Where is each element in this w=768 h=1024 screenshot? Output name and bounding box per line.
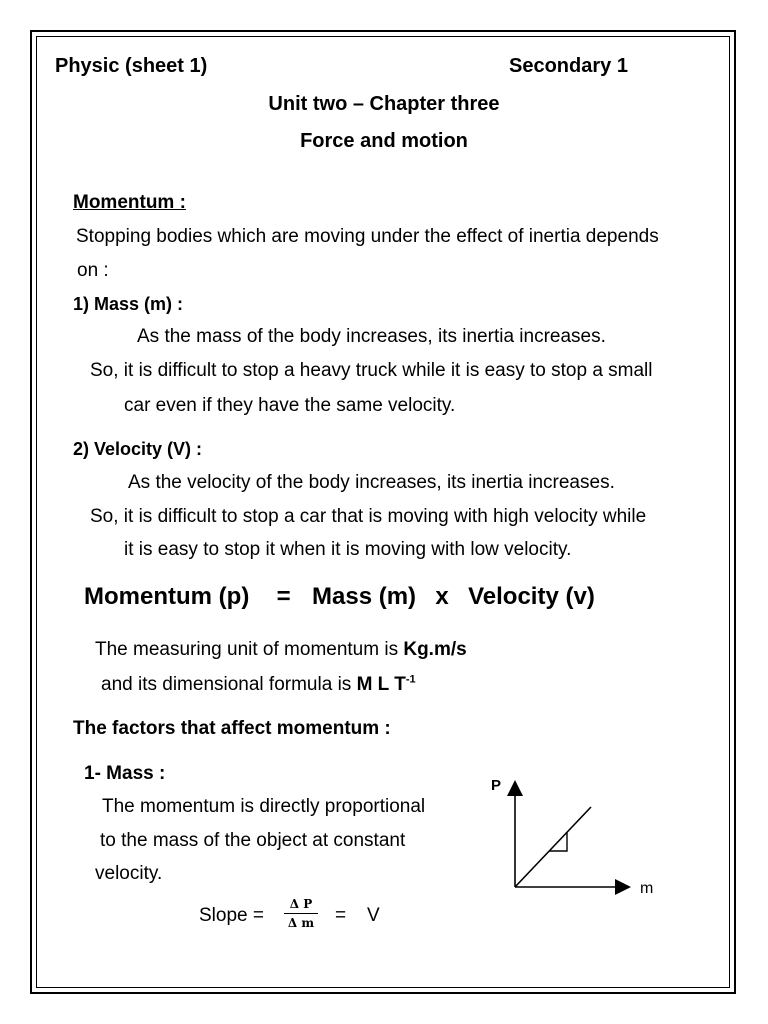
formula-mass-term: Mass (m) xyxy=(312,583,417,610)
grade-label: Secondary 1 xyxy=(509,55,628,77)
slope-numerator: Δ P xyxy=(289,897,313,911)
unit-line xyxy=(95,640,467,659)
slope-label: Slope = xyxy=(199,905,264,926)
momentum-mass-graph xyxy=(480,770,670,900)
mass-line-1: As the mass of the body increases, its inertia increases. xyxy=(137,326,606,347)
slope-result: V xyxy=(367,905,380,926)
slope-fraction xyxy=(284,896,318,931)
unit-chapter-title: Unit two – Chapter three xyxy=(268,93,500,115)
velocity-subheading: 2) Velocity (V) : xyxy=(73,439,203,459)
momentum-formula xyxy=(84,585,595,609)
dimension-exponent: -1 xyxy=(405,673,416,686)
y-axis-label: P xyxy=(491,777,502,794)
slope-equals: = xyxy=(335,905,347,926)
momentum-intro-line-2: on : xyxy=(77,260,109,281)
slope-denominator: Δ m xyxy=(287,916,315,930)
formula-equals: = xyxy=(276,583,291,610)
sheet-title: Physic (sheet 1) xyxy=(55,55,208,77)
unit-value: Kg.m/s xyxy=(403,639,467,660)
formula-velocity-term: Velocity (v) xyxy=(468,583,595,610)
x-axis-label: m xyxy=(640,880,654,897)
momentum-heading: Momentum : xyxy=(73,192,186,213)
unit-prefix: The measuring unit of momentum is xyxy=(95,639,399,660)
formula-lhs: Momentum (p) xyxy=(84,583,250,610)
fraction-bar xyxy=(284,913,318,914)
momentum-intro-line-1: Stopping bodies which are moving under the effect of inertia depends xyxy=(76,226,659,247)
factor-mass-line-1: The momentum is directly proportional xyxy=(102,796,426,817)
velocity-line-3: it is easy to stop it when it is moving with low velocity. xyxy=(124,539,572,560)
dimension-prefix: and its dimensional formula is xyxy=(101,674,352,695)
factors-heading: The factors that affect momentum : xyxy=(73,718,391,739)
mass-line-3: car even if they have the same velocity. xyxy=(124,395,456,416)
dimension-value: M L T xyxy=(356,674,406,695)
factor-mass-line-2: to the mass of the object at constant xyxy=(100,830,406,851)
mass-subheading: 1) Mass (m) : xyxy=(73,294,184,314)
velocity-line-2: So, it is difficult to stop a car that is moving with high velocity while xyxy=(90,506,647,527)
mass-line-2: So, it is difficult to stop a heavy truck while it is easy to stop a small xyxy=(90,360,653,381)
graph-line xyxy=(515,807,591,887)
velocity-line-1: As the velocity of the body increases, its inertia increases. xyxy=(128,472,615,493)
factor-mass-heading: 1- Mass : xyxy=(84,763,166,784)
formula-times: x xyxy=(435,583,449,610)
dimension-line xyxy=(101,675,416,694)
topic-title: Force and motion xyxy=(300,130,468,152)
factor-mass-line-3: velocity. xyxy=(95,863,163,884)
